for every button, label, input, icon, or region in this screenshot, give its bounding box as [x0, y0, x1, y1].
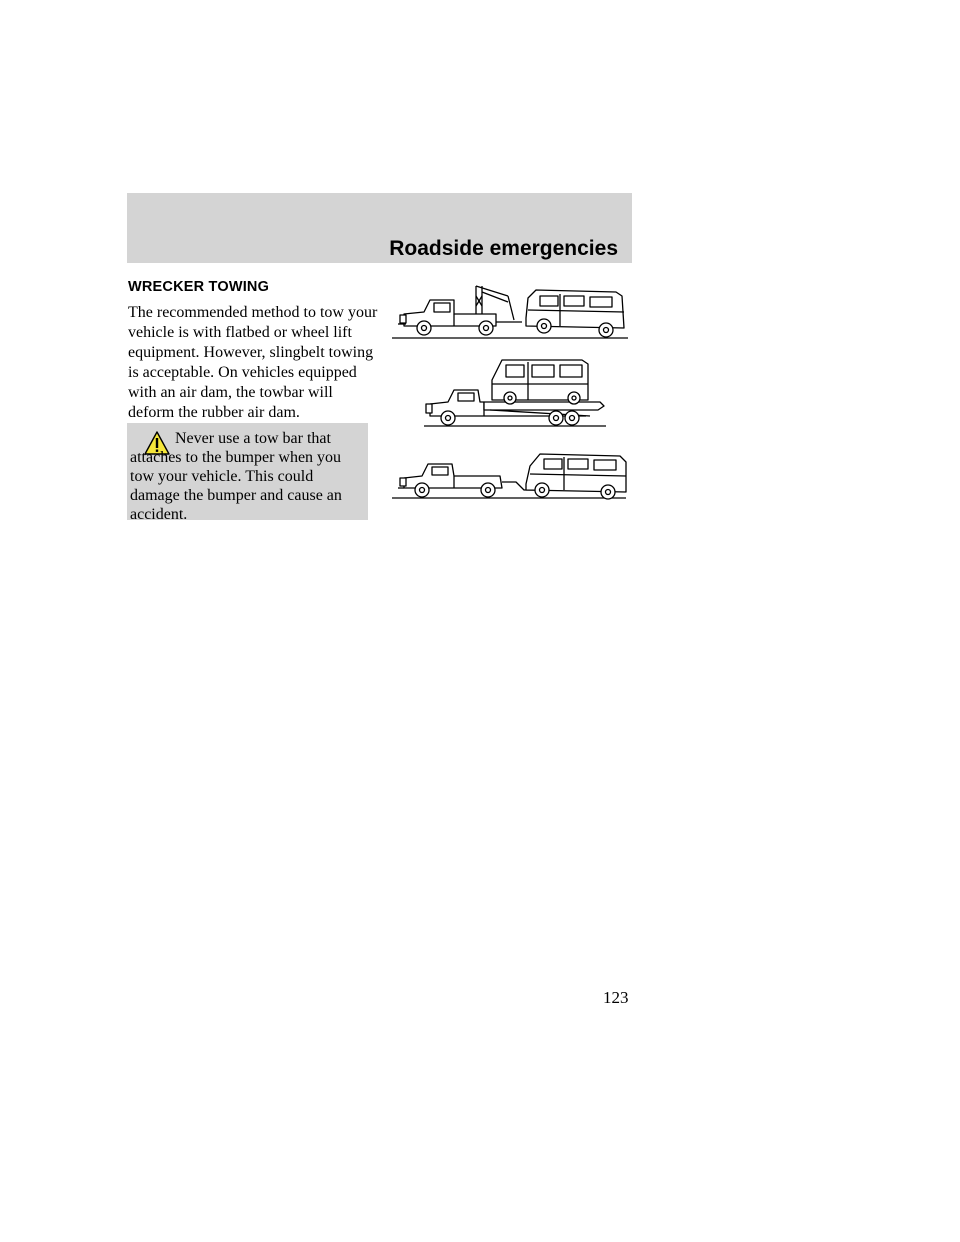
- section-header-band: [127, 193, 632, 263]
- flatbed-truck-van-icon: [390, 354, 630, 430]
- tow-truck-van-icon: [390, 282, 630, 344]
- wrecker-towing-body: The recommended method to tow your vehicle is with flatbed or wheel lift equipment. However, slingbelt towing is acceptable. On vehicles equipped with an air dam, the towbar will deform the rubber air dam.: [128, 304, 378, 421]
- page-number: 123: [603, 988, 629, 1007]
- warning-text: Never use a tow bar that attaches to the bumper when you tow your vehicle. This could damage the bumper and cause an accident.: [130, 430, 342, 523]
- section-title: Roadside emergencies: [389, 237, 618, 260]
- wheel-lift-truck-van-icon: [390, 450, 630, 504]
- warning-box: [127, 423, 368, 523]
- wrecker-towing-heading: WRECKER TOWING: [128, 279, 270, 295]
